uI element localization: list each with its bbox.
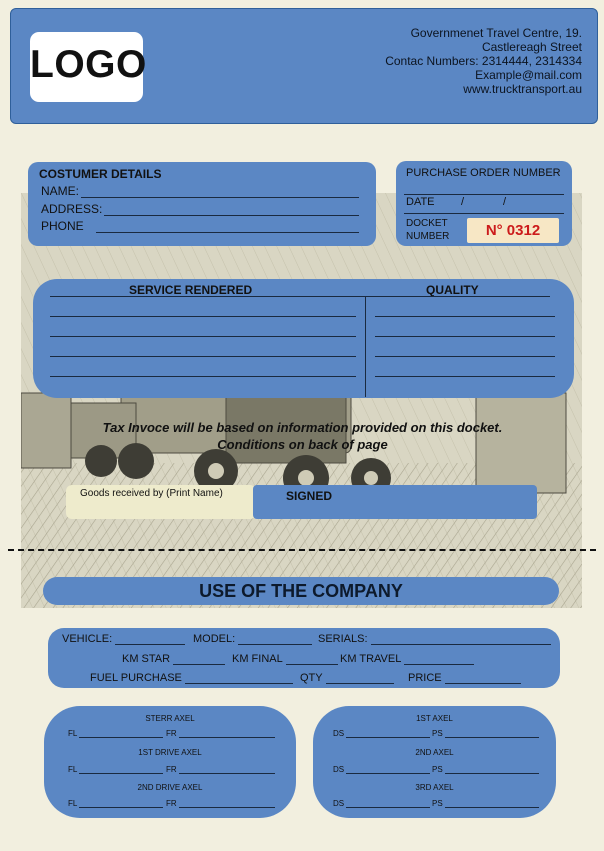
docket-number-value: N° 0312 <box>467 218 559 243</box>
ds-label: DS <box>333 799 345 808</box>
third-axel-ps[interactable] <box>432 799 539 808</box>
fl-line[interactable] <box>79 730 163 738</box>
ds-label: DS <box>333 765 345 774</box>
service-header-rule <box>50 296 550 297</box>
first-axel-ds[interactable] <box>333 729 430 738</box>
third-axel-ds[interactable] <box>333 799 430 808</box>
ps-line[interactable] <box>445 730 539 738</box>
price-line[interactable] <box>445 674 521 684</box>
first-axel-ps[interactable] <box>432 729 539 738</box>
docket-label-line2: NUMBER <box>406 231 450 242</box>
address-line-2: Castlereagh Street <box>481 40 582 54</box>
truck-sketch-background <box>21 193 582 608</box>
model-label: MODEL: <box>193 633 236 645</box>
km-star-field[interactable] <box>122 653 225 665</box>
serials-line[interactable] <box>371 635 551 645</box>
name-label: NAME: <box>41 184 80 198</box>
fr-line[interactable] <box>179 800 275 808</box>
quality-line-2[interactable] <box>375 336 555 337</box>
signed-field[interactable] <box>253 485 537 519</box>
address-label: ADDRESS: <box>41 202 103 216</box>
service-panel <box>33 279 574 398</box>
sterr-axel-title: STERR AXEL <box>145 714 195 723</box>
email: Example@mail.com <box>475 68 582 82</box>
contact-numbers: Contac Numbers: 2314444, 2314334 <box>385 54 582 68</box>
fr-label: FR <box>166 729 177 738</box>
use-of-company-banner: USE OF THE COMPANY <box>43 577 559 605</box>
date-label: DATE <box>406 196 435 208</box>
third-axel-title: 3RD AXEL <box>415 783 454 792</box>
first-drive-axel-fl[interactable] <box>68 765 163 774</box>
vehicle-line[interactable] <box>115 635 185 645</box>
quality-line-3[interactable] <box>375 356 555 357</box>
sterr-axel-fl[interactable] <box>68 729 163 738</box>
ds-label: DS <box>333 729 345 738</box>
service-column-divider <box>365 297 366 397</box>
qty-line[interactable] <box>326 674 394 684</box>
ds-line[interactable] <box>346 800 430 808</box>
serials-field[interactable] <box>318 633 551 645</box>
service-rendered-header: SERVICE RENDERED <box>129 283 253 297</box>
qty-label: QTY <box>300 672 323 684</box>
fuel-purchase-field[interactable] <box>90 672 293 684</box>
ds-line[interactable] <box>346 730 430 738</box>
km-final-field[interactable] <box>232 653 338 665</box>
name-line[interactable] <box>81 187 359 198</box>
company-address <box>385 26 582 96</box>
drive-axel-panel <box>44 706 296 818</box>
phone-field[interactable] <box>41 219 359 233</box>
ps-label: PS <box>432 729 443 738</box>
fl-label: FL <box>68 729 78 738</box>
customer-details-title: COSTUMER DETAILS <box>39 167 162 181</box>
tax-invoice-notice <box>100 419 505 453</box>
customer-details-panel <box>28 162 376 246</box>
ps-label: PS <box>432 799 443 808</box>
fr-label: FR <box>166 765 177 774</box>
fr-line[interactable] <box>179 766 275 774</box>
km-star-line[interactable] <box>173 655 225 665</box>
docket-number-label <box>406 217 449 243</box>
address-field[interactable] <box>41 202 359 216</box>
quality-line-1[interactable] <box>375 316 555 317</box>
goods-received-label: Goods received by (Print Name) <box>80 488 223 499</box>
second-drive-axel-title: 2ND DRIVE AXEL <box>137 783 203 792</box>
address-line[interactable] <box>104 205 359 216</box>
second-axel-title: 2ND AXEL <box>415 748 454 757</box>
model-field[interactable] <box>193 633 312 645</box>
phone-label: PHONE <box>41 219 84 233</box>
purchase-order-line[interactable] <box>404 194 564 195</box>
fl-label: FL <box>68 765 78 774</box>
ps-label: PS <box>432 765 443 774</box>
km-travel-field[interactable] <box>340 653 474 665</box>
quality-line-4[interactable] <box>375 376 555 377</box>
fl-label: FL <box>68 799 78 808</box>
fl-line[interactable] <box>79 766 163 774</box>
vehicle-label: VEHICLE: <box>62 633 113 645</box>
name-field[interactable] <box>41 184 359 198</box>
service-line-1[interactable] <box>50 316 356 317</box>
ds-line[interactable] <box>346 766 430 774</box>
first-drive-axel-title: 1ST DRIVE AXEL <box>138 748 202 757</box>
second-axel-ps[interactable] <box>432 765 539 774</box>
logo-text: LOGO <box>30 43 147 86</box>
first-drive-axel-fr[interactable] <box>166 765 275 774</box>
serials-label: SERIALS: <box>318 633 368 645</box>
first-axel-title: 1ST AXEL <box>416 714 453 723</box>
tax-notice-line2: Conditions on back of page <box>217 437 388 452</box>
price-field[interactable] <box>408 672 521 684</box>
vehicle-details-panel <box>48 628 560 688</box>
service-line-4[interactable] <box>50 376 356 377</box>
fr-label: FR <box>166 799 177 808</box>
sterr-axel-fr[interactable] <box>166 729 275 738</box>
km-travel-line[interactable] <box>404 655 474 665</box>
cut-line <box>8 549 596 551</box>
logo-placeholder <box>30 32 147 102</box>
km-star-label: KM STAR <box>122 653 171 665</box>
address-line-1: Governmenet Travel Centre, 19. <box>410 26 582 40</box>
vehicle-field[interactable] <box>62 633 185 645</box>
docket-label-line1: DOCKET <box>406 218 448 229</box>
ps-line[interactable] <box>445 800 539 808</box>
goods-received-field[interactable] <box>66 485 256 519</box>
date-separator-2: / <box>503 196 507 208</box>
km-final-line[interactable] <box>286 655 338 665</box>
tax-notice-line1: Tax Invoce will be based on information provided on this docket. <box>102 420 503 435</box>
signed-label: SIGNED <box>286 489 333 503</box>
fuel-purchase-label: FUEL PURCHASE <box>90 672 182 684</box>
phone-line[interactable] <box>96 222 359 233</box>
second-axel-ds[interactable] <box>333 765 430 774</box>
fuel-purchase-line[interactable] <box>185 674 293 684</box>
purchase-order-label: PURCHASE ORDER NUMBER <box>406 167 561 179</box>
service-line-3[interactable] <box>50 356 356 357</box>
km-travel-label: KM TRAVEL <box>340 653 402 665</box>
ps-line[interactable] <box>445 766 539 774</box>
fl-line[interactable] <box>79 800 163 808</box>
date-separator-1: / <box>461 196 465 208</box>
service-line-2[interactable] <box>50 336 356 337</box>
second-drive-axel-fl[interactable] <box>68 799 163 808</box>
second-drive-axel-fr[interactable] <box>166 799 275 808</box>
price-label: PRICE <box>408 672 442 684</box>
qty-field[interactable] <box>300 672 394 684</box>
fr-line[interactable] <box>179 730 275 738</box>
date-line[interactable] <box>404 213 564 214</box>
km-final-label: KM FINAL <box>232 653 283 665</box>
quality-header: QUALITY <box>426 283 479 297</box>
model-line[interactable] <box>238 635 312 645</box>
trailer-axel-panel <box>313 706 556 818</box>
website: www.trucktransport.au <box>463 82 582 96</box>
